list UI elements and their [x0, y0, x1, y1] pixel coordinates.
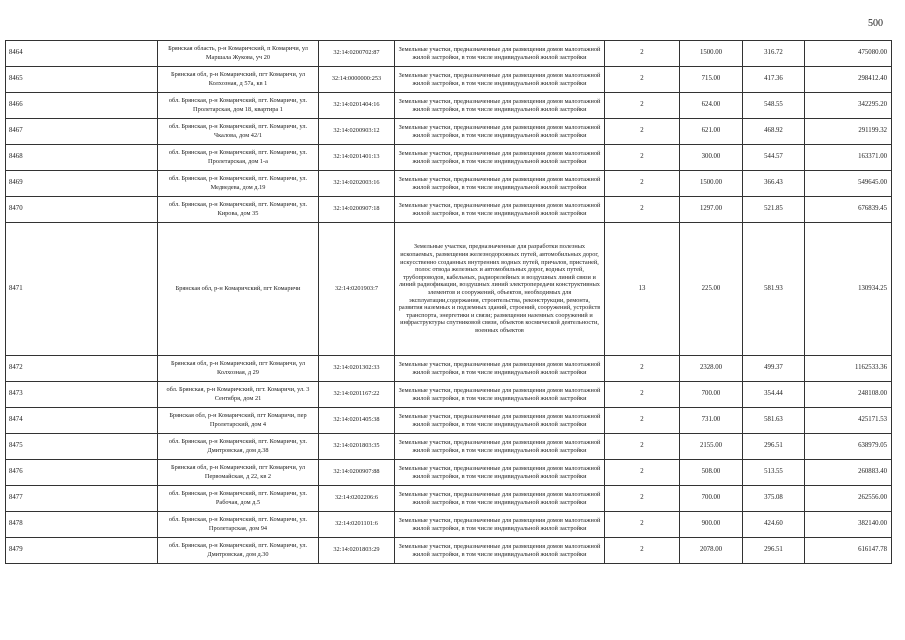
area-cell: 700.00: [680, 382, 743, 408]
table-row: [6, 93, 892, 119]
cadastral-value-cell: 163371.00: [805, 145, 892, 171]
area-cell: 715.00: [680, 67, 743, 93]
cadastral-value-cell: 382140.00: [805, 512, 892, 538]
group-cell: 2: [605, 460, 680, 486]
land-use-cell: Земельные участки, предназначенные для размещения домов малоэтажной жилой застройки, в том числе индивидуальной жилой застройки: [395, 119, 605, 145]
cadastral-number-cell: 32:14:0200907:88: [319, 460, 395, 486]
land-use-cell: Земельные участки, предназначенные для разработки полезных ископаемых, размещения железнодорожных путей, автомобильных дорог, искусственно созданных внутренних водных путей, причалов, пристаней, полос отвода железных и автомобильных дорог, водных путей, трубопроводов, кабельных, радиорелейных и воздушных линий связи и линий радиофикации, воздушных линий электропередачи конструктивных элементов и сооружений, объектов, необходимых для эксплуатации,содержания, строительства, реконструкции, ремонта, развития наземных и подземных зданий, строений, сооружений, устройств транспорта, энергетики и связи; размещения наземных сооружений и инфраструктуры спутниковой связи, объектов космической деятельности, военных объектов: [395, 223, 605, 356]
land-register-table: [5, 40, 892, 564]
cadastral-number-cell: 32:14:0201803:35: [319, 434, 395, 460]
cadastral-number-cell: 32:14:0200907:18: [319, 197, 395, 223]
area-cell: 731.00: [680, 408, 743, 434]
group-cell: 2: [605, 171, 680, 197]
record-number: 8469: [6, 171, 158, 197]
table-row: [6, 460, 892, 486]
unit-value-cell: 521.85: [743, 197, 805, 223]
group-cell: 2: [605, 67, 680, 93]
unit-value-cell: 417.36: [743, 67, 805, 93]
address-cell: обл. Брянская, р-н Комаричский, пгт. Комаричи, ул. Чкалова, дом 42/1: [158, 119, 319, 145]
cadastral-value-cell: 342295.20: [805, 93, 892, 119]
area-cell: 300.00: [680, 145, 743, 171]
address-cell: обл. Брянская, р-н Комаричский, пгт. Комаричи, ул. Пролетарская, дом 1-а: [158, 145, 319, 171]
cadastral-value-cell: 676839.45: [805, 197, 892, 223]
table-row: [6, 382, 892, 408]
table-row: [6, 486, 892, 512]
cadastral-number-cell: 32:14:0201101:6: [319, 512, 395, 538]
table-row: [6, 408, 892, 434]
unit-value-cell: 316.72: [743, 41, 805, 67]
land-use-cell: Земельные участки, предназначенные для размещения домов малоэтажной жилой застройки, в том числе индивидуальной жилой застройки: [395, 460, 605, 486]
table-row: [6, 145, 892, 171]
record-number: 8471: [6, 223, 158, 356]
record-number: 8474: [6, 408, 158, 434]
cadastral-value-cell: 475080.00: [805, 41, 892, 67]
unit-value-cell: 375.08: [743, 486, 805, 512]
cadastral-number-cell: 32:14:0201405:38: [319, 408, 395, 434]
record-number: 8478: [6, 512, 158, 538]
cadastral-number-cell: 32:14:0201903:7: [319, 223, 395, 356]
land-use-cell: Земельные участки, предназначенные для размещения домов малоэтажной жилой застройки, в том числе индивидуальной жилой застройки: [395, 145, 605, 171]
cadastral-value-cell: 638979.05: [805, 434, 892, 460]
area-cell: 508.00: [680, 460, 743, 486]
cadastral-value-cell: 262556.00: [805, 486, 892, 512]
group-cell: 2: [605, 41, 680, 67]
land-use-cell: Земельные участки, предназначенные для размещения домов малоэтажной жилой застройки, в том числе индивидуальной жилой застройки: [395, 538, 605, 564]
group-cell: 2: [605, 119, 680, 145]
group-cell: 2: [605, 197, 680, 223]
address-cell: Брянская область, р-н Комаричский, п Комаричи, ул Маршала Жукова, уч 20: [158, 41, 319, 67]
record-number: 8465: [6, 67, 158, 93]
land-use-cell: Земельные участки, предназначенные для размещения домов малоэтажной жилой застройки, в том числе индивидуальной жилой застройки: [395, 67, 605, 93]
group-cell: 2: [605, 408, 680, 434]
record-number: 8476: [6, 460, 158, 486]
unit-value-cell: 581.93: [743, 223, 805, 356]
group-cell: 13: [605, 223, 680, 356]
land-use-cell: Земельные участки, предназначенные для размещения домов малоэтажной жилой застройки, в том числе индивидуальной жилой застройки: [395, 171, 605, 197]
area-cell: 2155.00: [680, 434, 743, 460]
record-number: 8468: [6, 145, 158, 171]
record-number: 8473: [6, 382, 158, 408]
register-body: [6, 41, 892, 564]
unit-value-cell: 424.60: [743, 512, 805, 538]
land-use-cell: Земельные участки, предназначенные для размещения домов малоэтажной жилой застройки, в том числе индивидуальной жилой застройки: [395, 356, 605, 382]
cadastral-number-cell: 32:14:0201404:16: [319, 93, 395, 119]
cadastral-value-cell: 260883.40: [805, 460, 892, 486]
cadastral-number-cell: 32:14:0201803:29: [319, 538, 395, 564]
table-row: [6, 512, 892, 538]
group-cell: 2: [605, 93, 680, 119]
cadastral-number-cell: 32:14:0202206:6: [319, 486, 395, 512]
group-cell: 2: [605, 538, 680, 564]
record-number: 8472: [6, 356, 158, 382]
group-cell: 2: [605, 356, 680, 382]
table-row: [6, 434, 892, 460]
cadastral-value-cell: 549645.00: [805, 171, 892, 197]
address-cell: Брянская обл, р-н Комаричский, пгт Комаричи, ул Колхозная, д 29: [158, 356, 319, 382]
table-row: [6, 356, 892, 382]
cadastral-value-cell: 291199.32: [805, 119, 892, 145]
area-cell: 1500.00: [680, 171, 743, 197]
land-use-cell: Земельные участки, предназначенные для размещения домов малоэтажной жилой застройки, в том числе индивидуальной жилой застройки: [395, 93, 605, 119]
area-cell: 225.00: [680, 223, 743, 356]
unit-value-cell: 354.44: [743, 382, 805, 408]
table-row: [6, 67, 892, 93]
record-number: 8466: [6, 93, 158, 119]
address-cell: Брянская обл, р-н Комаричский, пгт Комаричи, ул Колхозная, д 57а, кв 1: [158, 67, 319, 93]
unit-value-cell: 366.43: [743, 171, 805, 197]
table-row: [6, 538, 892, 564]
area-cell: 1500.00: [680, 41, 743, 67]
table-row: [6, 171, 892, 197]
cadastral-value-cell: 616147.78: [805, 538, 892, 564]
record-number: 8477: [6, 486, 158, 512]
table-row: [6, 41, 892, 67]
cadastral-number-cell: 32:14:0201302:33: [319, 356, 395, 382]
cadastral-value-cell: 425171.53: [805, 408, 892, 434]
area-cell: 621.00: [680, 119, 743, 145]
unit-value-cell: 296.51: [743, 538, 805, 564]
area-cell: 900.00: [680, 512, 743, 538]
cadastral-number-cell: 32:14:0201401:13: [319, 145, 395, 171]
land-use-cell: Земельные участки, предназначенные для размещения домов малоэтажной жилой застройки, в том числе индивидуальной жилой застройки: [395, 382, 605, 408]
table-row: [6, 197, 892, 223]
address-cell: обл. Брянская, р-н Комаричский, пгт. Комаричи, ул. Медведева, дом д.19: [158, 171, 319, 197]
cadastral-number-cell: 32:14:0201167:22: [319, 382, 395, 408]
group-cell: 2: [605, 145, 680, 171]
record-number: 8479: [6, 538, 158, 564]
address-cell: обл. Брянская, р-н Комаричский, пгт. Комаричи, ул. Дмитровская, дом д.38: [158, 434, 319, 460]
record-number: 8467: [6, 119, 158, 145]
unit-value-cell: 296.51: [743, 434, 805, 460]
cadastral-value-cell: 1162533.36: [805, 356, 892, 382]
group-cell: 2: [605, 434, 680, 460]
table-row: [6, 223, 892, 356]
land-use-cell: Земельные участки, предназначенные для размещения домов малоэтажной жилой застройки, в том числе индивидуальной жилой застройки: [395, 408, 605, 434]
land-use-cell: Земельные участки, предназначенные для размещения домов малоэтажной жилой застройки, в том числе индивидуальной жилой застройки: [395, 434, 605, 460]
cadastral-value-cell: 130934.25: [805, 223, 892, 356]
cadastral-number-cell: 32:14:0202003:16: [319, 171, 395, 197]
page-number: 500: [868, 18, 883, 29]
address-cell: Брянская обл, р-н Комаричский, пгт Комаричи, ул Первомайская, д 22, кв 2: [158, 460, 319, 486]
cadastral-number-cell: 32:14:0200903:12: [319, 119, 395, 145]
unit-value-cell: 548.55: [743, 93, 805, 119]
group-cell: 2: [605, 486, 680, 512]
cadastral-value-cell: 298412.40: [805, 67, 892, 93]
cadastral-number-cell: 32:14:0000000:253: [319, 67, 395, 93]
address-cell: Брянская обл, р-н Комаричский, пгт Комаричи, пер Пролетарский, дом 4: [158, 408, 319, 434]
address-cell: обл. Брянская, р-н Комаричский, пгт. Комаричи, ул. Пролетарская, дом 18, квартира 1: [158, 93, 319, 119]
address-cell: обл. Брянская, р-н Комаричский, пгт. Комаричи, ул. Рабочая, дом д.5: [158, 486, 319, 512]
address-cell: обл. Брянская, р-н Комаричский, пгт. Комаричи, ул. 3 Сентября, дом 21: [158, 382, 319, 408]
land-use-cell: Земельные участки, предназначенные для размещения домов малоэтажной жилой застройки, в том числе индивидуальной жилой застройки: [395, 512, 605, 538]
cadastral-value-cell: 248108.00: [805, 382, 892, 408]
area-cell: 2328.00: [680, 356, 743, 382]
area-cell: 700.00: [680, 486, 743, 512]
record-number: 8464: [6, 41, 158, 67]
land-use-cell: Земельные участки, предназначенные для размещения домов малоэтажной жилой застройки, в том числе индивидуальной жилой застройки: [395, 486, 605, 512]
area-cell: 624.00: [680, 93, 743, 119]
unit-value-cell: 513.55: [743, 460, 805, 486]
record-number: 8470: [6, 197, 158, 223]
group-cell: 2: [605, 512, 680, 538]
address-cell: обл. Брянская, р-н Комаричский, пгт. Комаричи, ул. Дмитровская, дом д.30: [158, 538, 319, 564]
address-cell: обл. Брянская, р-н Комаричский, пгт. Комаричи, ул. Кирова, дом 35: [158, 197, 319, 223]
unit-value-cell: 544.57: [743, 145, 805, 171]
unit-value-cell: 499.37: [743, 356, 805, 382]
cadastral-number-cell: 32:14:0200702:87: [319, 41, 395, 67]
address-cell: обл. Брянская, р-н Комаричский, пгт. Комаричи, ул. Пролетарская, дом 94: [158, 512, 319, 538]
address-cell: Брянская обл, р-н Комаричский, пгт Комаричи: [158, 223, 319, 356]
area-cell: 2078.00: [680, 538, 743, 564]
table-row: [6, 119, 892, 145]
land-use-cell: Земельные участки, предназначенные для размещения домов малоэтажной жилой застройки, в том числе индивидуальной жилой застройки: [395, 41, 605, 67]
area-cell: 1297.00: [680, 197, 743, 223]
record-number: 8475: [6, 434, 158, 460]
unit-value-cell: 468.92: [743, 119, 805, 145]
group-cell: 2: [605, 382, 680, 408]
land-use-cell: Земельные участки, предназначенные для размещения домов малоэтажной жилой застройки, в том числе индивидуальной жилой застройки: [395, 197, 605, 223]
unit-value-cell: 581.63: [743, 408, 805, 434]
